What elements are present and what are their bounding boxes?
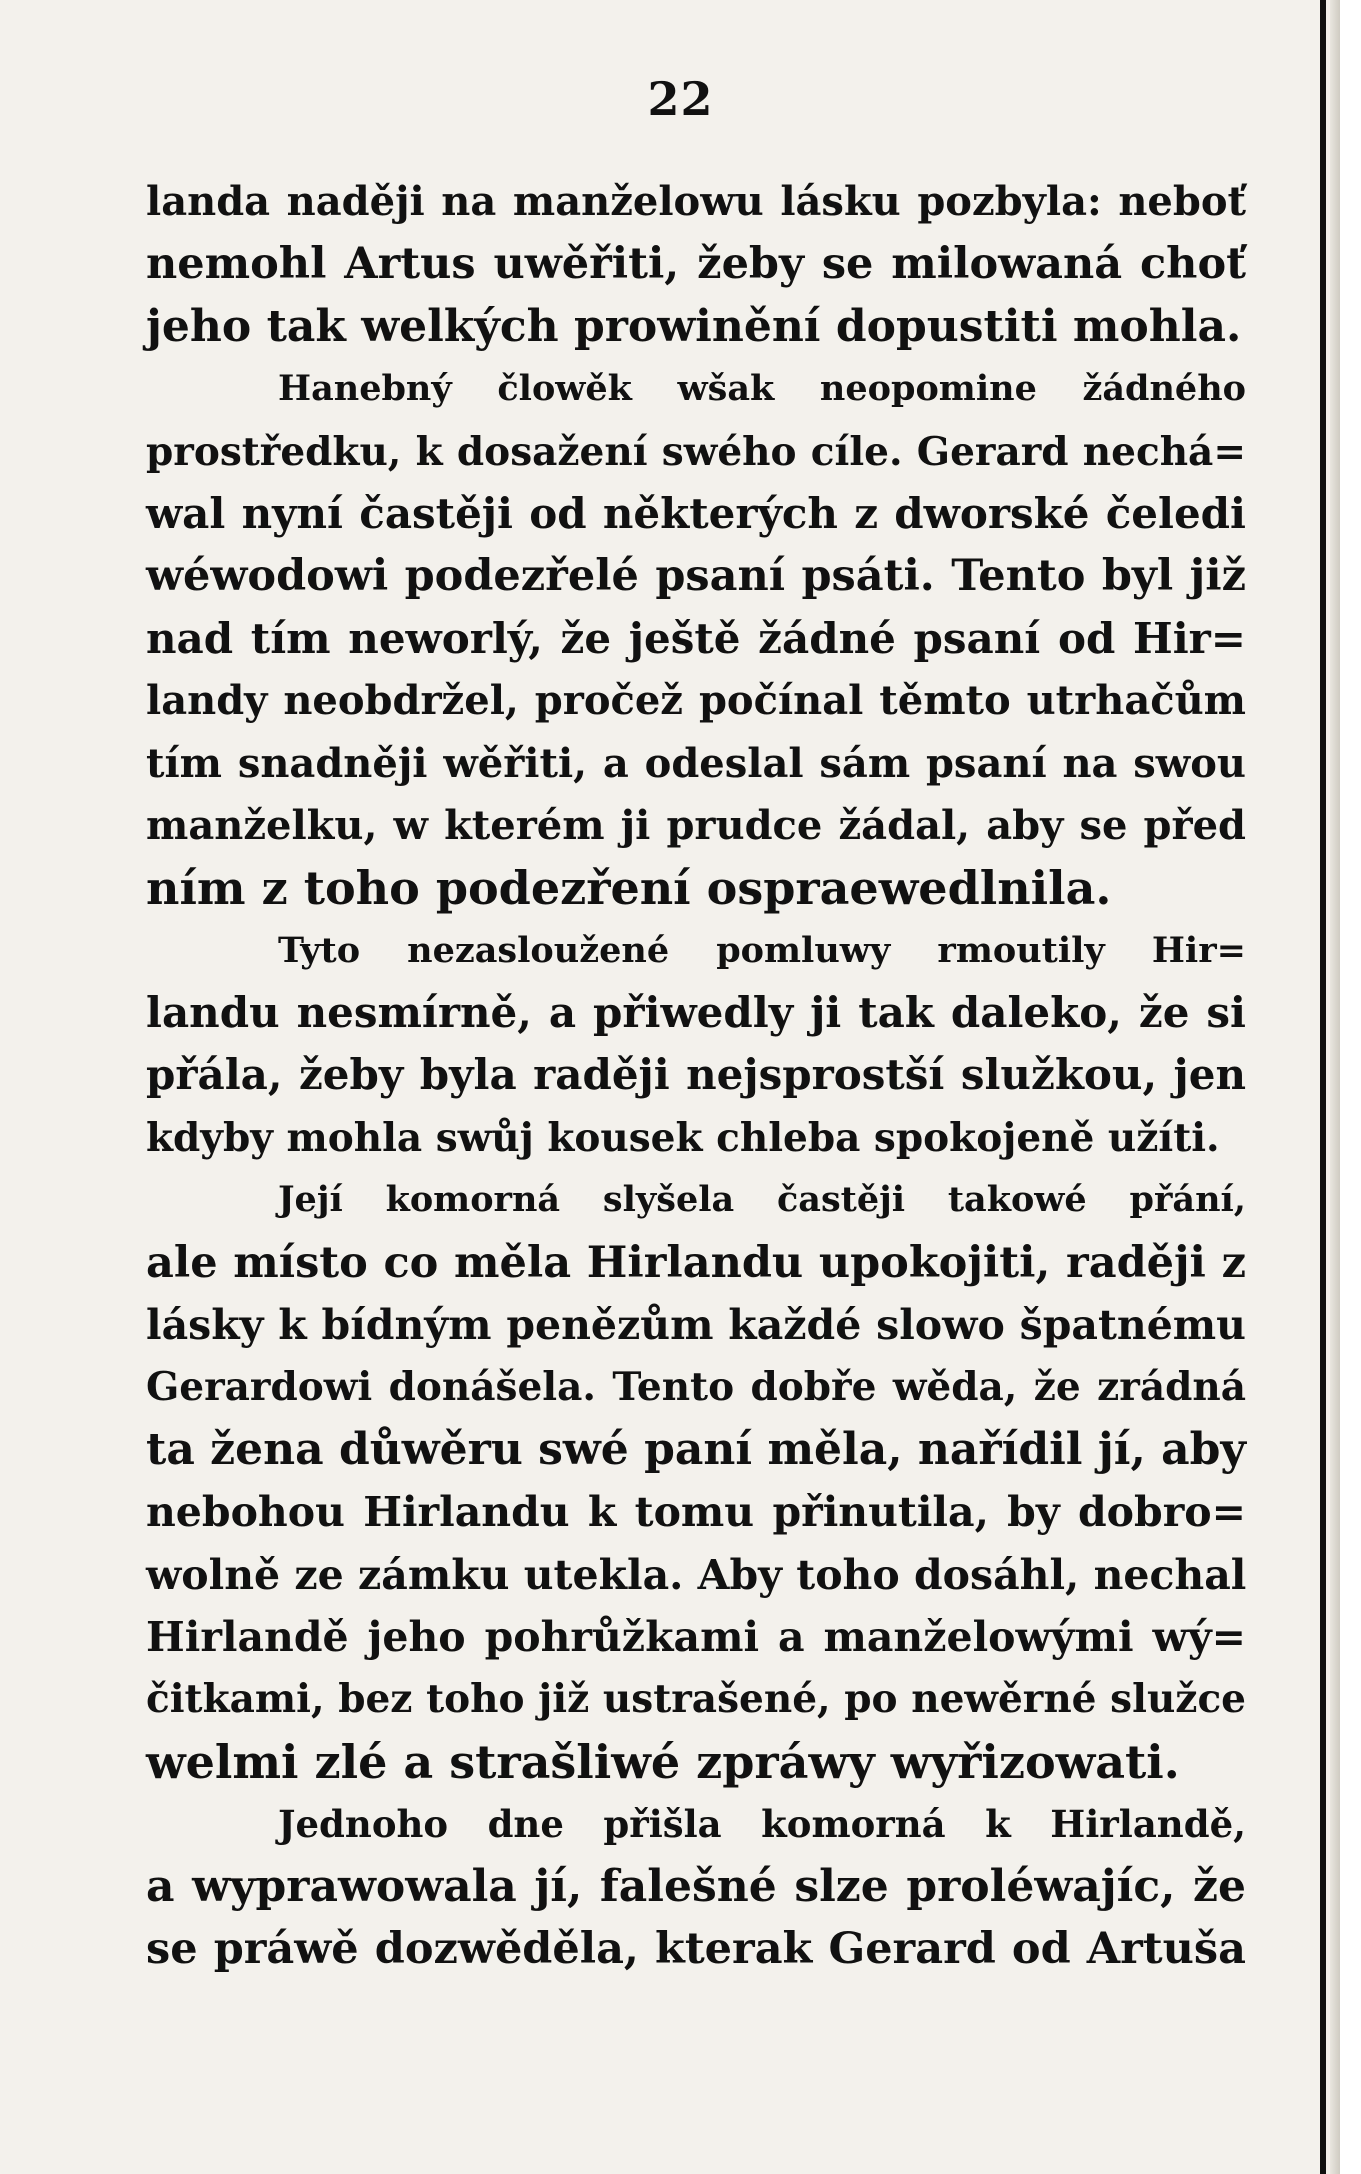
text-line: ním z toho podezření ospraewedlnila. [146, 861, 1112, 916]
text-line: Tyto nezasloužené pomluwy rmoutily Hir= [278, 929, 1246, 971]
text-line: přála, žeby byla raději nejsprostší služkou, jen [146, 1050, 1246, 1100]
text-line: ta žena důwěru swé paní měla, nařídil jí, aby [146, 1423, 1246, 1475]
text-line: tím snadněji wěřiti, a odeslal sám psaní na swou [146, 739, 1246, 787]
text-line: wolně ze zámku utekla. Aby toho dosáhl, nechal [146, 1550, 1247, 1599]
text-line: wal nyní častěji od některých z dworské čeledi [146, 488, 1246, 538]
text-line: Gerardowi donášela. Tento dobře wěda, že zrádná [146, 1364, 1246, 1411]
text-line: jeho tak welkých prowinění dopustiti mohla. [146, 300, 1242, 352]
text-line: landa naději na manželowu lásku pozbyla: neboť [146, 178, 1246, 225]
body-text [146, 171, 1246, 1980]
page-edge-shadow [1330, 0, 1340, 2174]
text-line: nad tím neworlý, že ještě žádné psaní od Hir= [146, 613, 1246, 663]
text-line: manželku, w kterém ji prudce žádal, aby se před [146, 801, 1246, 849]
page-edge-rule [1320, 0, 1326, 2174]
text-line: čitkami, bez toho již ustrašené, po newěrné služce [146, 1676, 1246, 1723]
text-line: Jednoho dne přišla komorná k Hirlandě, [278, 1802, 1246, 1847]
text-line: a wyprawowala jí, falešné slze proléwajíc, že [146, 1860, 1246, 1912]
scan-margin [1340, 0, 1361, 2174]
text-line: se práwě dozwěděla, kterak Gerard od Artuša [146, 1923, 1246, 1974]
text-line: Hanebný člowěk wšak neopomine žádného [278, 368, 1246, 410]
text-line: nemohl Artus uwěřiti, žeby se milowaná choť [146, 239, 1246, 290]
text-line: wéwodowi podezřelé psaní psáti. Tento byl již [146, 551, 1246, 602]
text-line: lásky k bídným penězům každé slowo špatnému [146, 1301, 1246, 1350]
text-line: nebohou Hirlandu k tomu přinutila, by dobro= [146, 1488, 1246, 1537]
text-line: prostředku, k dosažení swého cíle. Gerard nechá= [146, 428, 1246, 475]
text-line: Hirlandě jeho pohrůžkami a manželowými wý= [146, 1612, 1246, 1661]
text-line: welmi zlé a strašliwé zpráwy wyřizowati. [146, 1734, 1180, 1789]
text-line: landy neobdržel, pročež počínal těmto utrhačům [146, 677, 1246, 725]
page-number: 22 [647, 72, 714, 126]
text-line: landu nesmírně, a přiwedly ji tak daleko, že si [146, 988, 1246, 1038]
text-line: kdyby mohla swůj kousek chleba spokojeně užíti. [146, 1114, 1220, 1161]
text-line: ale místo co měla Hirlandu upokojiti, raději z [146, 1237, 1246, 1288]
text-line: Její komorná slyšela častěji takowé přání, [278, 1179, 1246, 1221]
